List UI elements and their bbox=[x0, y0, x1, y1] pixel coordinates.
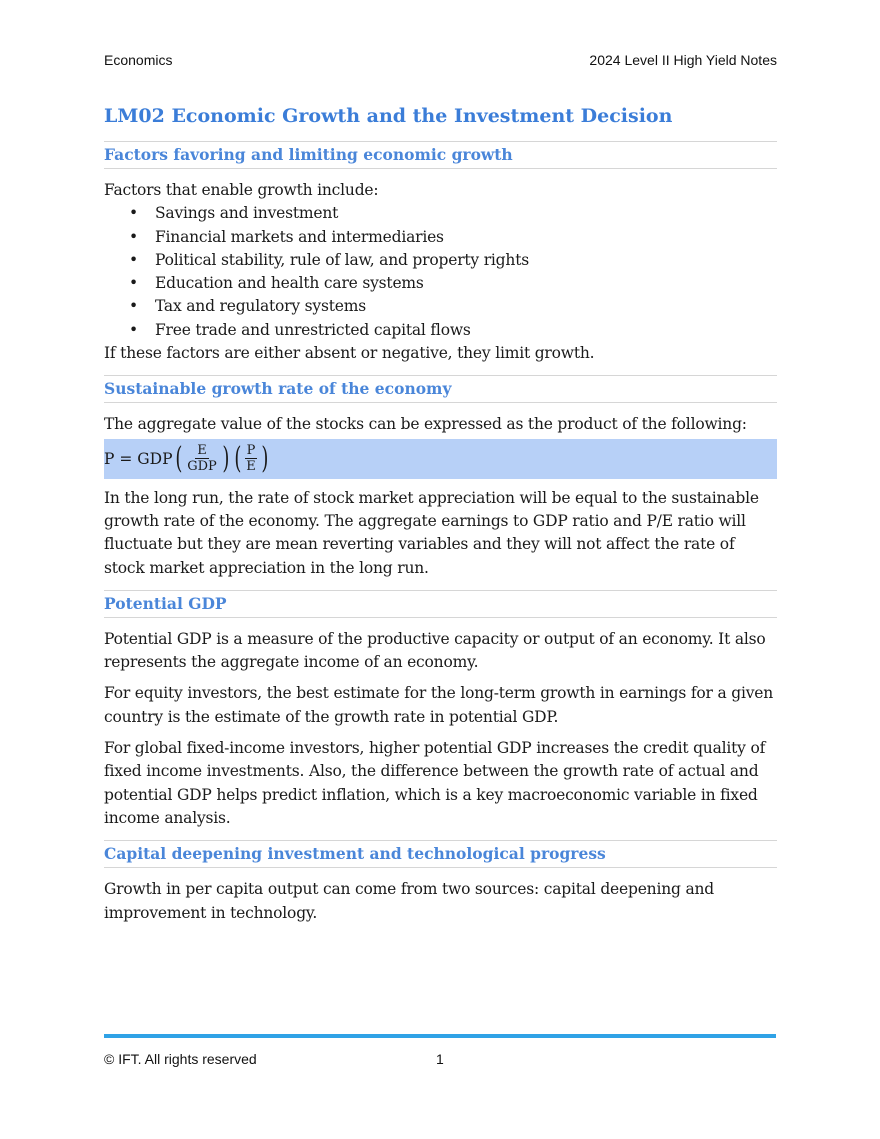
list-item: • Tax and regulatory systems bbox=[104, 295, 777, 318]
potential-gdp-paragraph-1: Potential GDP is a measure of the productive capacity or output of an economy. It also represents the aggregate income of an economy. bbox=[104, 629, 766, 672]
section-heading-growth-factors: Factors favoring and limiting economic growth bbox=[104, 141, 777, 169]
bullet-icon: • bbox=[129, 274, 138, 293]
page-number: 1 bbox=[436, 1051, 444, 1067]
paren-right-icon: ) bbox=[222, 440, 230, 476]
growth-factors-list bbox=[104, 202, 777, 342]
section-heading-sustainable-growth: Sustainable growth rate of the economy bbox=[104, 375, 777, 403]
fraction-numerator: P bbox=[246, 443, 256, 459]
bullet-icon: • bbox=[129, 250, 138, 269]
capital-deepening-paragraph: Growth in per capita output can come from two sources: capital deepening and improvement in technology. bbox=[104, 880, 714, 922]
list-item: • Free trade and unrestricted capital flows bbox=[104, 319, 777, 342]
list-item: • Financial markets and intermediaries bbox=[104, 226, 777, 249]
list-item: • Political stability, rule of law, and property rights bbox=[104, 249, 777, 272]
page-title: LM02 Economic Growth and the Investment Decision bbox=[104, 105, 673, 127]
page-content bbox=[104, 103, 777, 925]
formula-lhs: P = GDP bbox=[104, 449, 173, 468]
bullet-icon: • bbox=[129, 227, 138, 246]
potential-gdp-paragraph-3: For global fixed-income investors, higher potential GDP increases the credit quality of fixed income investments. Also, the difference between the growth rate of actual and potential GDP helps predict inflation, which is a key macroeconomic variable in fixed income analysis. bbox=[104, 739, 766, 827]
fraction-earnings-gdp bbox=[185, 443, 219, 474]
growth-factors-outro: If these factors are either absent or negative, they limit growth. bbox=[104, 344, 595, 363]
footer-divider bbox=[104, 1034, 776, 1038]
section-heading-capital-deepening: Capital deepening investment and technological progress bbox=[104, 840, 777, 868]
fraction-price-earnings bbox=[244, 443, 258, 474]
bullet-icon: • bbox=[129, 297, 138, 316]
bullet-icon: • bbox=[129, 320, 138, 339]
list-item: • Education and health care systems bbox=[104, 272, 777, 295]
sustainable-growth-body: In the long run, the rate of stock market appreciation will be equal to the sustainable growth rate of the economy. The aggregate earnings to GDP ratio and P/E ratio will fluctuate but they are mean reverting variables and they will not affect the rate of stock market appreciation in the long run. bbox=[104, 488, 759, 577]
section-heading-potential-gdp: Potential GDP bbox=[104, 590, 777, 618]
header-series: 2024 Level II High Yield Notes bbox=[589, 52, 777, 68]
fraction-denominator: E bbox=[246, 459, 256, 475]
footer-copyright: © IFT. All rights reserved bbox=[104, 1051, 257, 1067]
paren-left-icon: ( bbox=[233, 440, 241, 476]
paren-left-icon: ( bbox=[174, 440, 182, 476]
page-header bbox=[104, 52, 777, 68]
header-subject: Economics bbox=[104, 52, 173, 68]
fraction-numerator: E bbox=[197, 443, 207, 459]
growth-factors-intro: Factors that enable growth include: bbox=[104, 181, 379, 199]
stock-value-formula bbox=[104, 439, 777, 479]
paren-right-icon: ) bbox=[261, 440, 269, 476]
bullet-icon: • bbox=[129, 204, 138, 223]
list-item: • Savings and investment bbox=[104, 202, 777, 225]
sustainable-growth-intro: The aggregate value of the stocks can be expressed as the product of the following: bbox=[104, 415, 747, 434]
potential-gdp-paragraph-2: For equity investors, the best estimate for the long-term growth in earnings for a given country is the estimate of the growth rate in potential GDP. bbox=[104, 684, 774, 726]
fraction-denominator: GDP bbox=[187, 459, 217, 475]
